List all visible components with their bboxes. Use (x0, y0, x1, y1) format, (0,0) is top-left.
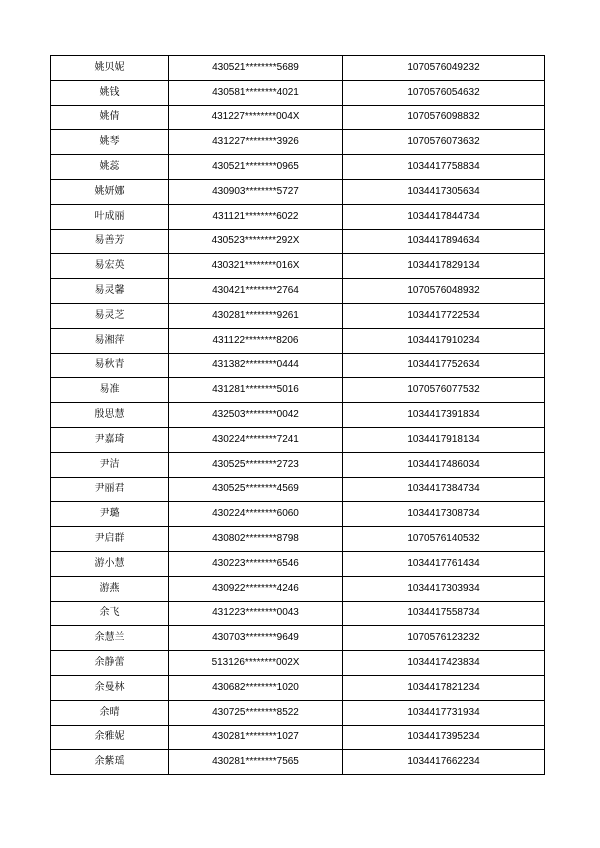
table-row (51, 551, 545, 576)
table-row (51, 80, 545, 105)
table-row (51, 626, 545, 651)
name-cell: 易善芳 (51, 229, 169, 254)
registration-number-cell: 1034417829134 (343, 254, 545, 279)
name-cell: 余静蕾 (51, 651, 169, 676)
id-number-cell: 430682********1020 (169, 675, 343, 700)
table-row (51, 279, 545, 304)
table-row (51, 576, 545, 601)
table-row (51, 130, 545, 155)
id-number-cell: 431227********3926 (169, 130, 343, 155)
registration-number-cell: 1070576098832 (343, 105, 545, 130)
id-number-cell: 430525********4569 (169, 477, 343, 502)
name-cell: 姚钱 (51, 80, 169, 105)
registration-number-cell: 1034417722534 (343, 303, 545, 328)
registration-number-cell: 1034417894634 (343, 229, 545, 254)
table-row (51, 204, 545, 229)
name-cell: 姚妍娜 (51, 179, 169, 204)
table-row (51, 502, 545, 527)
table-row (51, 229, 545, 254)
id-number-cell: 430521********0965 (169, 155, 343, 180)
table-row (51, 378, 545, 403)
table-row (51, 427, 545, 452)
registration-number-cell: 1070576077532 (343, 378, 545, 403)
registration-number-cell: 1034417395234 (343, 725, 545, 750)
id-number-cell: 430224********7241 (169, 427, 343, 452)
registration-number-cell: 1034417558734 (343, 601, 545, 626)
id-number-cell: 431227********004X (169, 105, 343, 130)
id-number-cell: 430281********9261 (169, 303, 343, 328)
id-number-cell: 430281********1027 (169, 725, 343, 750)
name-cell: 易准 (51, 378, 169, 403)
name-cell: 姚倩 (51, 105, 169, 130)
name-cell: 余雅妮 (51, 725, 169, 750)
id-number-cell: 430703********9649 (169, 626, 343, 651)
roster-table-body (51, 56, 545, 775)
table-row (51, 403, 545, 428)
name-cell: 姚蕊 (51, 155, 169, 180)
name-cell: 姚贝妮 (51, 56, 169, 81)
name-cell: 余紫瑶 (51, 750, 169, 775)
registration-number-cell: 1034417308734 (343, 502, 545, 527)
roster-table (50, 55, 545, 775)
table-row (51, 452, 545, 477)
table-row (51, 155, 545, 180)
name-cell: 易宏英 (51, 254, 169, 279)
registration-number-cell: 1034417821234 (343, 675, 545, 700)
registration-number-cell: 1034417752634 (343, 353, 545, 378)
registration-number-cell: 1034417391834 (343, 403, 545, 428)
id-number-cell: 430525********2723 (169, 452, 343, 477)
table-row (51, 179, 545, 204)
registration-number-cell: 1034417305634 (343, 179, 545, 204)
id-number-cell: 430725********8522 (169, 700, 343, 725)
id-number-cell: 430321********016X (169, 254, 343, 279)
id-number-cell: 430224********6060 (169, 502, 343, 527)
id-number-cell: 430281********7565 (169, 750, 343, 775)
registration-number-cell: 1034417918134 (343, 427, 545, 452)
registration-number-cell: 1034417731934 (343, 700, 545, 725)
id-number-cell: 513126********002X (169, 651, 343, 676)
name-cell: 殷思慧 (51, 403, 169, 428)
name-cell: 易秋青 (51, 353, 169, 378)
name-cell: 余慧兰 (51, 626, 169, 651)
registration-number-cell: 1070576123232 (343, 626, 545, 651)
registration-number-cell: 1034417423834 (343, 651, 545, 676)
table-row (51, 254, 545, 279)
id-number-cell: 431121********6022 (169, 204, 343, 229)
table-row (51, 750, 545, 775)
registration-number-cell: 1070576054632 (343, 80, 545, 105)
registration-number-cell: 1070576048932 (343, 279, 545, 304)
id-number-cell: 431122********8206 (169, 328, 343, 353)
name-cell: 余曼林 (51, 675, 169, 700)
name-cell: 叶成丽 (51, 204, 169, 229)
id-number-cell: 430903********5727 (169, 179, 343, 204)
table-row (51, 353, 545, 378)
registration-number-cell: 1034417844734 (343, 204, 545, 229)
table-row (51, 725, 545, 750)
table-row (51, 303, 545, 328)
table-row (51, 651, 545, 676)
registration-number-cell: 1034417486034 (343, 452, 545, 477)
name-cell: 尹嘉琦 (51, 427, 169, 452)
name-cell: 余晴 (51, 700, 169, 725)
id-number-cell: 430523********292X (169, 229, 343, 254)
name-cell: 易灵馨 (51, 279, 169, 304)
table-row (51, 56, 545, 81)
table-row (51, 105, 545, 130)
table-row (51, 700, 545, 725)
name-cell: 姚琴 (51, 130, 169, 155)
name-cell: 尹丽君 (51, 477, 169, 502)
registration-number-cell: 1070576049232 (343, 56, 545, 81)
name-cell: 游小慧 (51, 551, 169, 576)
table-row (51, 675, 545, 700)
id-number-cell: 430581********4021 (169, 80, 343, 105)
name-cell: 易湘萍 (51, 328, 169, 353)
id-number-cell: 430922********4246 (169, 576, 343, 601)
id-number-cell: 430802********8798 (169, 527, 343, 552)
id-number-cell: 431382********0444 (169, 353, 343, 378)
name-cell: 尹璐 (51, 502, 169, 527)
registration-number-cell: 1034417662234 (343, 750, 545, 775)
id-number-cell: 430223********6546 (169, 551, 343, 576)
name-cell: 游燕 (51, 576, 169, 601)
registration-number-cell: 1070576140532 (343, 527, 545, 552)
name-cell: 余飞 (51, 601, 169, 626)
registration-number-cell: 1034417758834 (343, 155, 545, 180)
registration-number-cell: 1034417910234 (343, 328, 545, 353)
registration-number-cell: 1034417384734 (343, 477, 545, 502)
registration-number-cell: 1034417761434 (343, 551, 545, 576)
name-cell: 尹洁 (51, 452, 169, 477)
table-row (51, 477, 545, 502)
id-number-cell: 431281********5016 (169, 378, 343, 403)
table-row (51, 527, 545, 552)
name-cell: 尹启群 (51, 527, 169, 552)
registration-number-cell: 1070576073632 (343, 130, 545, 155)
id-number-cell: 430421********2764 (169, 279, 343, 304)
registration-number-cell: 1034417303934 (343, 576, 545, 601)
table-row (51, 328, 545, 353)
id-number-cell: 431223********0043 (169, 601, 343, 626)
id-number-cell: 430521********5689 (169, 56, 343, 81)
table-row (51, 601, 545, 626)
id-number-cell: 432503********0042 (169, 403, 343, 428)
name-cell: 易灵芝 (51, 303, 169, 328)
